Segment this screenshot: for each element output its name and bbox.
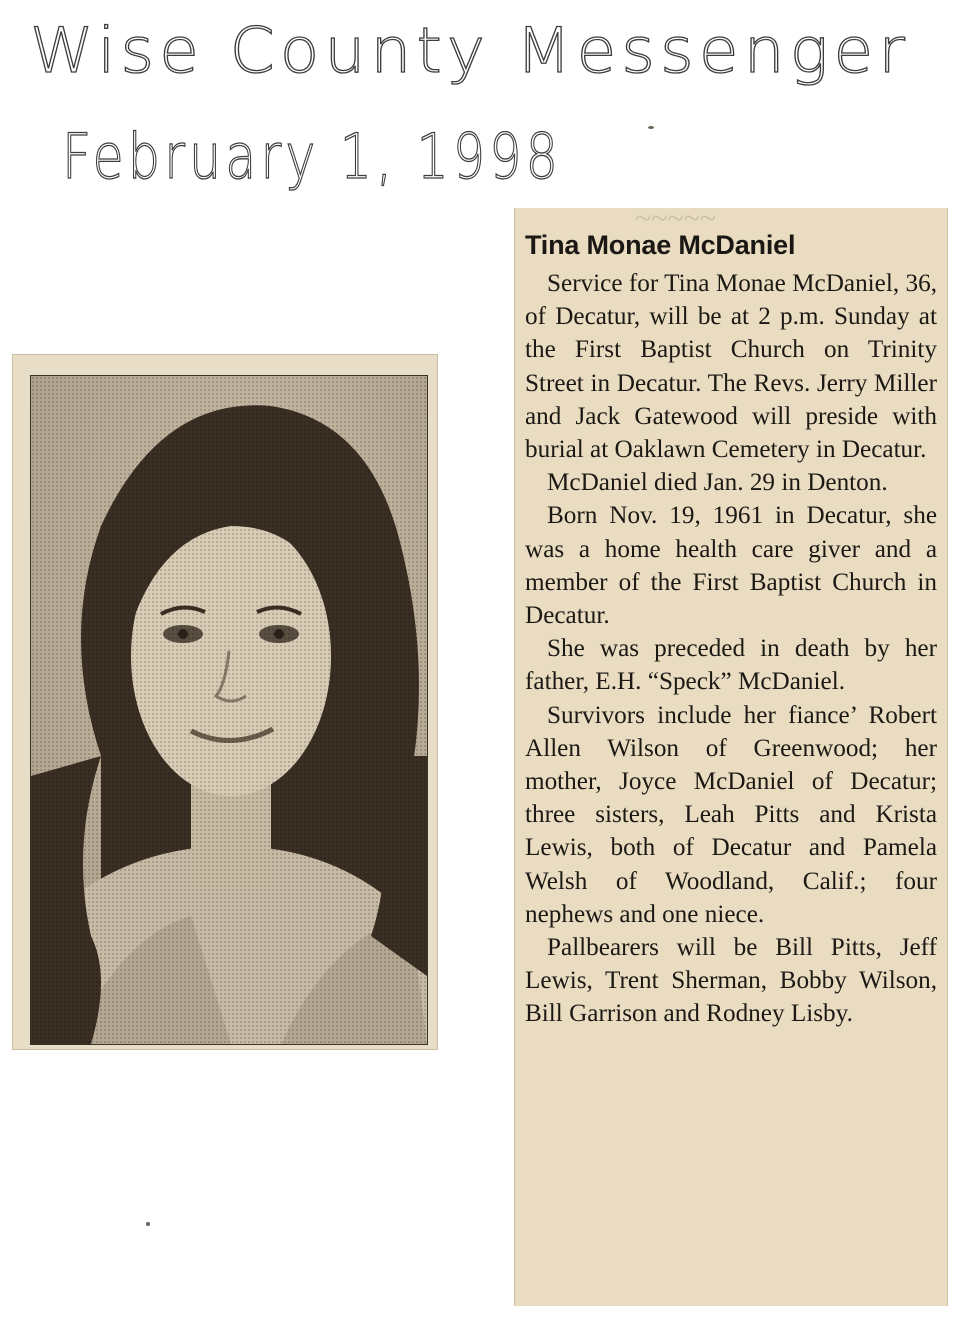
portrait-photo <box>30 375 428 1045</box>
bleed-through-text: ~~~~~ <box>635 208 717 235</box>
obituary-paragraph-death: McDaniel died Jan. 29 in Denton. <box>547 469 888 497</box>
handwritten-publication: Wise County Messenger <box>30 14 910 87</box>
obituary-body <box>525 230 937 1031</box>
obituary-headline: Tina Monae McDaniel <box>525 230 796 260</box>
handwritten-date: February 1, 1998 <box>62 120 562 193</box>
stray-mark <box>648 126 654 129</box>
stray-mark <box>146 1222 150 1226</box>
obituary-paragraph-preceded: She was preceded in death by her father, E.H. “Speck” McDaniel. <box>525 635 937 696</box>
handwritten-header <box>0 0 955 210</box>
obituary-paragraph-service: Service for Tina Monae McDaniel, 36, of Decatur, will be at 2 p.m. Sunday at the First Baptist Church on Trinity Street in Decatur. The Revs. Jerry Miller and Jack Gatewood will preside with burial at Oaklawn Cemetery in Decatur. <box>525 270 937 464</box>
obituary-paragraph-pallbearers: Pallbearers will be Bill Pitts, Jeff Lewis, Trent Sherman, Bobby Wilson, Bill Garrison and Rodney Lisby. <box>525 934 937 1028</box>
obituary-clipping <box>514 208 948 1306</box>
obituary-paragraph-survivors: Survivors include her fiance’ Robert Allen Wilson of Greenwood; her mother, Joyce McDaniel of Decatur; three sisters, Leah Pitts and Krista Lewis, both of Decatur and Pamela Welsh of Woodland, Calif.; four nephews and one niece. <box>525 701 937 928</box>
obituary-paragraph-birth: Born Nov. 19, 1961 in Decatur, she was a home health care giver and a member of the First Baptist Church in Decatur. <box>525 502 937 630</box>
